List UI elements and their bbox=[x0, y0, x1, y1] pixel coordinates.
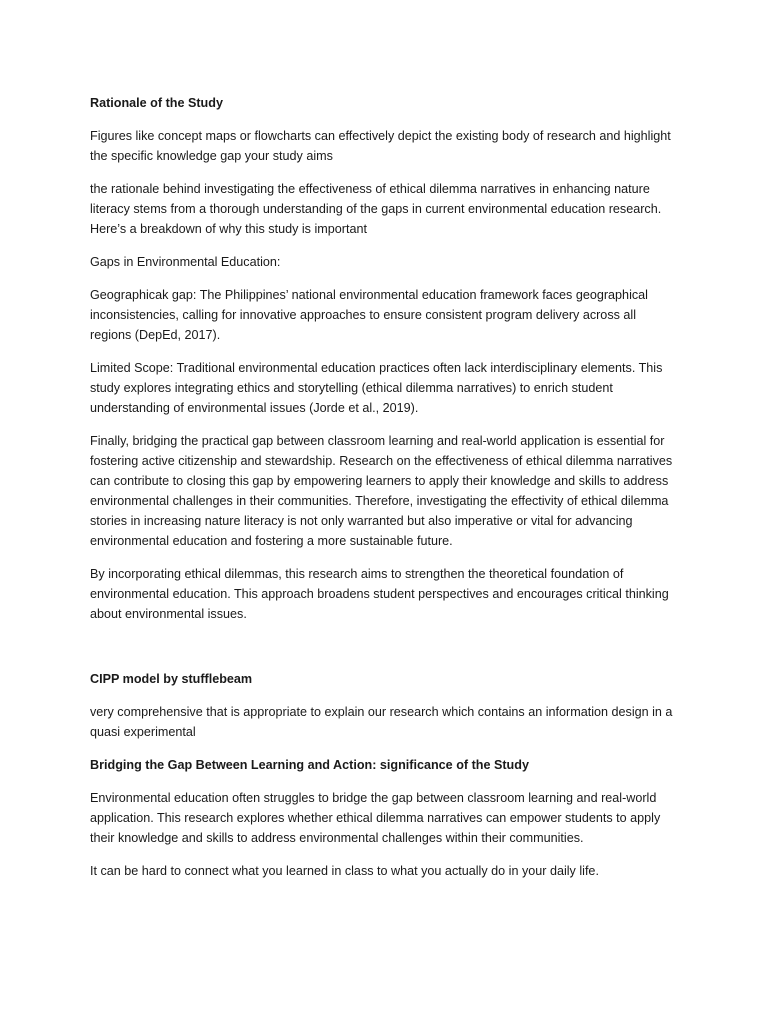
paragraph-environmental-education: Environmental education often struggles to bridge the gap between classroom learning and real-world application. This research explores whether ethical dilemma narratives can empower students to apply their knowledge and skills to address environmental challenges within their communities. bbox=[90, 791, 661, 845]
paragraph-gaps-title: Gaps in Environmental Education: bbox=[90, 255, 281, 269]
heading-rationale: Rationale of the Study bbox=[90, 96, 223, 110]
paragraph-geographical-gap: Geographicak gap: The Philippines’ national environmental education framework faces geographical inconsistencies, calling for innovative approaches to ensure consistent program delivery across all regions (DepEd, 2017). bbox=[90, 288, 648, 342]
heading-cipp-model: CIPP model by stufflebeam bbox=[90, 672, 253, 686]
paragraph-figures: Figures like concept maps or flowcharts can effectively depict the existing body of research and highlight the specific knowledge gap your study aims bbox=[90, 129, 671, 163]
document-page bbox=[90, 93, 680, 881]
heading-bridging-gap: Bridging the Gap Between Learning and Action: significance of the Study bbox=[90, 758, 529, 772]
paragraph-finally: Finally, bridging the practical gap between classroom learning and real-world application is essential for fostering active citizenship and stewardship. Research on the effectiveness of ethical dilemma narratives can contribute to closing this gap by empowering learners to apply their knowledge and skills to address environmental challenges in their communities. Therefore, investigating the effectivity of ethical dilemma stories in increasing nature literacy is not only warranted but also imperative or vital for advancing environmental education and fostering a more sustainable future. bbox=[90, 434, 673, 548]
paragraph-hard-to-connect: It can be hard to connect what you learned in class to what you actually do in your daily life. bbox=[90, 864, 599, 878]
paragraph-limited-scope: Limited Scope: Traditional environmental education practices often lack interdisciplinary elements. This study explores integrating ethics and storytelling (ethical dilemma narratives) to enrich student understanding of environmental issues (Jorde et al., 2019). bbox=[90, 361, 663, 415]
paragraph-comprehensive: very comprehensive that is appropriate to explain our research which contains an information design in a quasi experimental bbox=[90, 705, 673, 739]
paragraph-rationale: the rationale behind investigating the effectiveness of ethical dilemma narratives in enhancing nature literacy stems from a thorough understanding of the gaps in current environmental education research. Here’s a breakdown of why this study is important bbox=[90, 182, 662, 236]
paragraph-incorporating: By incorporating ethical dilemmas, this research aims to strengthen the theoretical foundation of environmental education. This approach broadens student perspectives and encourages critical thinking about environmental issues. bbox=[90, 567, 669, 621]
